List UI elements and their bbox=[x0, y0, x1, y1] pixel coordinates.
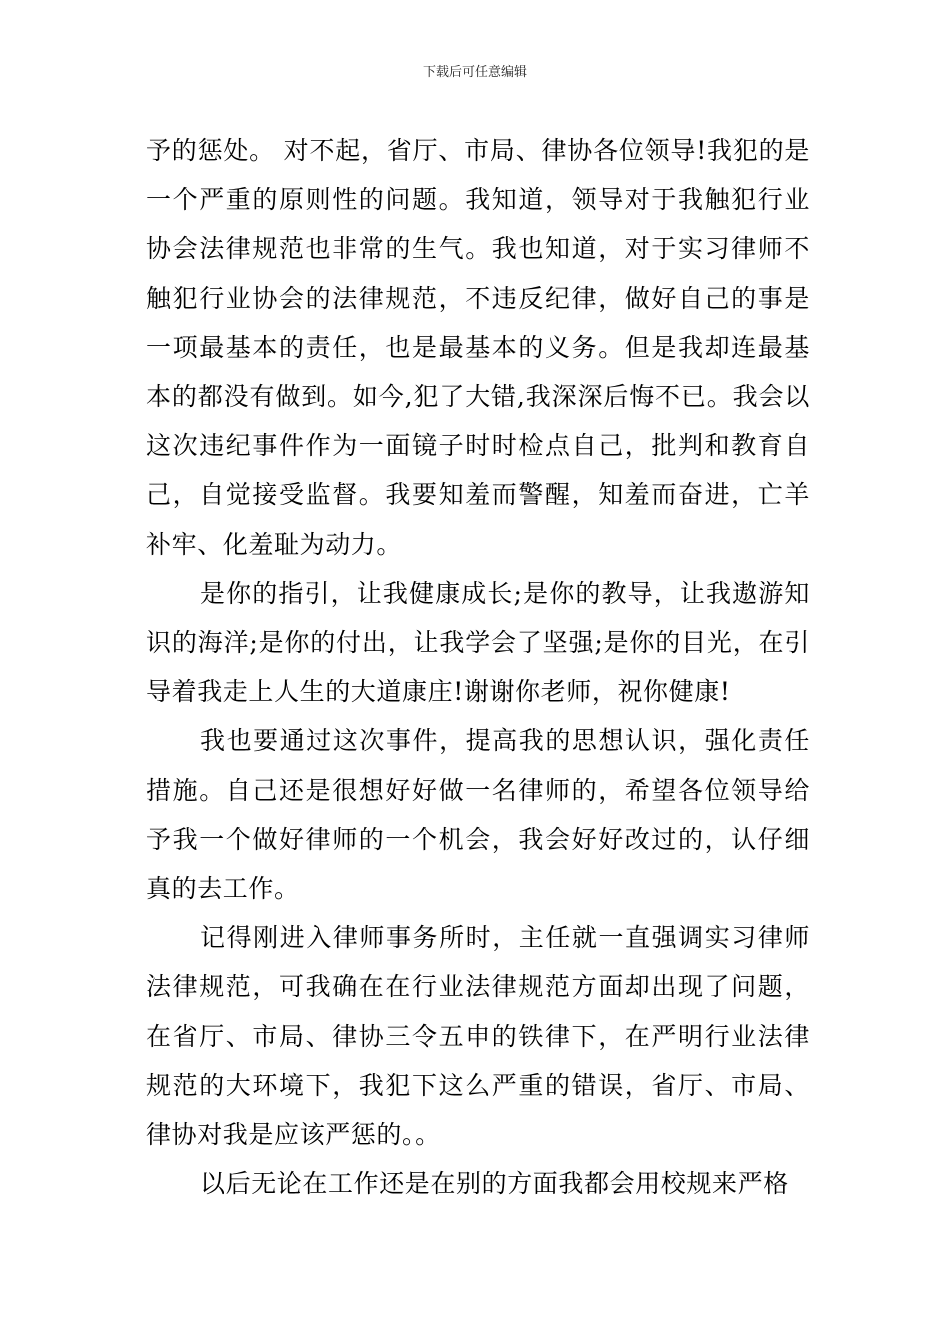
document-body bbox=[146, 126, 810, 1208]
paragraph-5: 以后无论在工作还是在别的方面我都会用校规来严格 bbox=[200, 1169, 789, 1199]
paragraph-1: 予的惩处。 对不起，省厅、市局、律协各位领导!我犯的是一个严重的原则性的问题。我知道，领导对于我触犯行业协会法律规范也非常的生气。我也知道，对于实习律师不触犯行业协会的法律规范，不违反纪律，做好自己的事是一项最基本的责任，也是最基本的义务。但是我却连最基本的都没有做到。如今,犯了大错,我深深后悔不已。我会以这次违纪事件作为一面镜子时时检点自己，批判和教育自己，自觉接受监督。我要知羞而警醒，知羞而奋进，亡羊补牢、化羞耻为动力。 bbox=[146, 136, 810, 559]
paragraph-4: 记得刚进入律师事务所时，主任就一直强调实习律师法律规范，可我确在在行业法律规范方面却出现了问题，在省厅、市局、律协三令五申的铁律下，在严明行业法律规范的大环境下，我犯下这么严重的错误，省厅、市局、律协对我是应该严惩的。。 bbox=[146, 923, 810, 1150]
paragraph-2: 是你的指引，让我健康成长;是你的教导，让我遨游知识的海洋;是你的付出，让我学会了坚强;是你的目光，在引导着我走上人生的大道康庄!谢谢你老师，祝你健康! bbox=[146, 578, 810, 707]
paragraph-3: 我也要通过这次事件，提高我的思想认识，强化责任措施。自己还是很想好好做一名律师的，希望各位领导给予我一个做好律师的一个机会，我会好好改过的，认仔细真的去工作。 bbox=[146, 726, 810, 904]
page-header: 下载后可任意编辑 bbox=[422, 65, 527, 80]
